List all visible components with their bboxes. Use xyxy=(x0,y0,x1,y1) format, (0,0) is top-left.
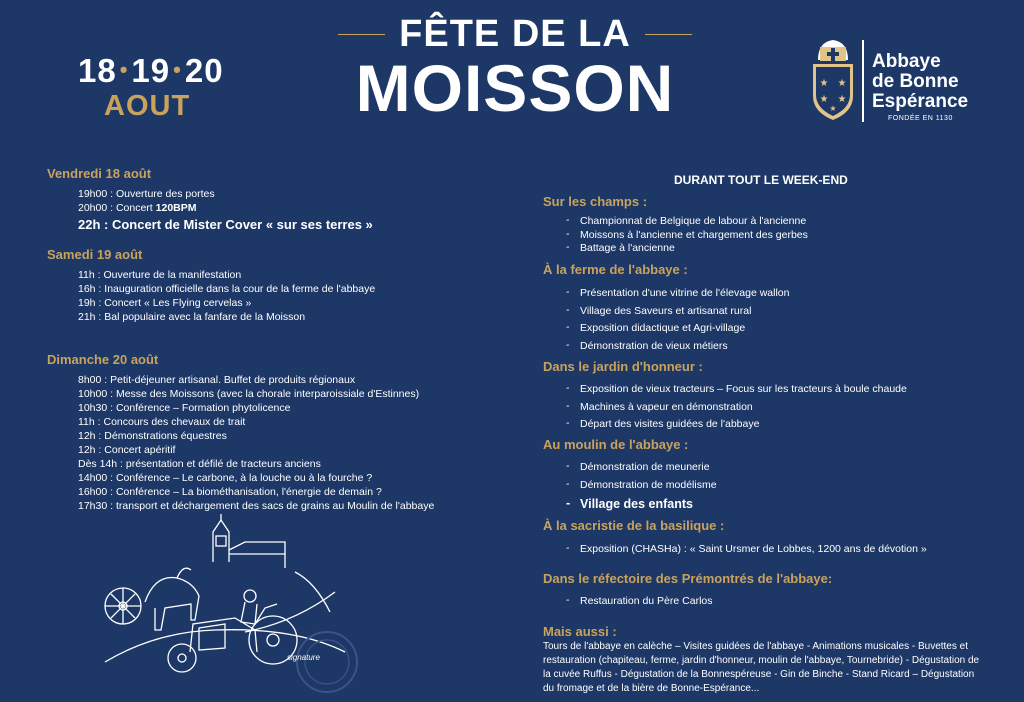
list-item: 19h00 : Ouverture des portes xyxy=(78,188,215,200)
svg-text:★: ★ xyxy=(829,104,837,113)
title-rule-left xyxy=(338,34,385,35)
list-item: - Battage à l'ancienne xyxy=(566,242,808,256)
ferme-heading: À la ferme de l'abbaye : xyxy=(543,262,688,277)
list-item: - Moissons à l'ancienne et chargement des gerbes xyxy=(566,229,808,243)
saturday-heading: Samedi 19 août xyxy=(47,247,143,262)
day-19: 19 xyxy=(131,52,171,89)
list-item: 16h00 : Conférence – La biométhanisation, l'énergie de demain ? xyxy=(78,486,382,498)
list-item: - Démonstration de modélisme xyxy=(566,477,717,495)
moulin-highlight: - Village des enfants xyxy=(566,494,717,514)
moulin-list xyxy=(566,459,717,514)
svg-text:★: ★ xyxy=(819,94,829,105)
champs-list xyxy=(566,215,808,256)
sacristie-list xyxy=(566,542,927,556)
list-item: 8h00 : Petit-déjeuner artisanal. Buffet de produits régionaux xyxy=(78,374,356,386)
list-item: Dès 14h : présentation et défilé de tracteurs anciens xyxy=(78,458,321,470)
logo-separator xyxy=(862,40,864,122)
list-item: - Exposition de vieux tracteurs – Focus sur les tracteurs à boule chaude xyxy=(566,381,907,399)
list-item: - Championnat de Belgique de labour à l'ancienne xyxy=(566,215,808,229)
logo-line3: Espérance xyxy=(872,91,969,112)
list-item: 19h : Concert « Les Flying cervelas » xyxy=(78,297,252,309)
sunday-heading: Dimanche 20 août xyxy=(47,352,159,367)
svg-text:signature: signature xyxy=(287,653,320,662)
list-item: - Machines à vapeur en démonstration xyxy=(566,399,907,417)
logo-founded: FONDÉE EN 1130 xyxy=(888,115,953,122)
title-rule-right xyxy=(645,34,692,35)
list-item: 10h00 : Messe des Moissons (avec la chorale interparoissiale d'Estinnes) xyxy=(78,388,420,400)
svg-text:★: ★ xyxy=(837,94,847,105)
logo-text xyxy=(872,52,968,112)
list-item: - Restauration du Père Carlos xyxy=(566,594,713,608)
list-item: - Présentation d'une vitrine de l'élevage wallon xyxy=(566,285,789,303)
tractor-church-illustration xyxy=(95,512,365,702)
list-item: 11h : Concours des chevaux de trait xyxy=(78,416,246,428)
aussi-text: Tours de l'abbaye en calèche – Visites guidées de l'abbaye - Animations musicales - Buvettes et restauration (chapiteau, ferme, jardin d'honneur, moulin de l'abbaye, Tournebride) - Dégustation de la cuvée Ruffus - Dégustation de la Bonnespéreuse - Gin de Binche - Stand Ricard – Dégustation du fromage et de la bière de Bonne-Espérance... xyxy=(543,641,980,694)
logo-line1: Abbaye xyxy=(872,51,941,72)
sacristie-heading: À la sacristie de la basilique : xyxy=(543,518,725,533)
list-item: - Démonstration de meunerie xyxy=(566,459,717,477)
ferme-list xyxy=(566,285,789,355)
title-line1: FÊTE DE LA xyxy=(399,12,631,55)
dot-separator: • xyxy=(119,57,129,82)
list-item: 14h00 : Conférence – Le carbone, à la louche ou à la fourche ? xyxy=(78,472,373,484)
friday-highlight: 22h : Concert de Mister Cover « sur ses terres » xyxy=(78,217,373,232)
list-item: 12h : Concert apéritif xyxy=(78,444,176,456)
refectoire-heading: Dans le réfectoire des Prémontrés de l'abbaye: xyxy=(543,571,833,586)
weekend-heading: DURANT TOUT LE WEEK-END xyxy=(674,173,848,187)
saturday-list xyxy=(78,268,375,324)
svg-text:★: ★ xyxy=(819,78,829,89)
day-20: 20 xyxy=(184,52,224,89)
jardin-list xyxy=(566,381,907,434)
champs-heading: Sur les champs : xyxy=(543,194,648,209)
svg-text:★: ★ xyxy=(837,78,847,89)
list-item: - Départ des visites guidées de l'abbaye xyxy=(566,416,907,434)
friday-list xyxy=(78,187,373,232)
list-item: - Village des Saveurs et artisanat rural xyxy=(566,303,789,321)
day-18: 18 xyxy=(78,52,117,89)
logo-line2: de Bonne xyxy=(872,71,959,92)
jardin-heading: Dans le jardin d'honneur : xyxy=(543,359,703,374)
title-line2: MOISSON xyxy=(355,51,675,125)
list-item: 12h : Démonstrations équestres xyxy=(78,430,227,442)
friday-heading: Vendredi 18 août xyxy=(47,166,152,181)
sunday-list xyxy=(78,373,434,513)
friday-item2-text: 20h00 : Concert xyxy=(78,202,156,214)
list-item: 16h : Inauguration officielle dans la cour de la ferme de l'abbaye xyxy=(78,283,376,295)
dot-separator: • xyxy=(173,57,182,82)
list-item xyxy=(78,201,373,215)
list-item: 11h : Ouverture de la manifestation xyxy=(78,269,242,281)
dates xyxy=(78,52,224,90)
friday-item2-bold: 120BPM xyxy=(155,202,197,214)
month: AOUT xyxy=(104,90,191,122)
list-item: 10h30 : Conférence – Formation phytolicence xyxy=(78,402,291,414)
list-item: - Exposition (CHASHa) : « Saint Ursmer de Lobbes, 1200 ans de dévotion » xyxy=(566,542,927,556)
list-item: - Démonstration de vieux métiers xyxy=(566,338,789,356)
aussi-heading: Mais aussi : xyxy=(543,624,617,639)
list-item: 17h30 : transport et déchargement des sacs de grains au Moulin de l'abbaye xyxy=(78,500,435,512)
refectoire-list xyxy=(566,594,713,608)
list-item: 21h : Bal populaire avec la fanfare de la Moisson xyxy=(78,311,306,323)
moulin-heading: Au moulin de l'abbaye : xyxy=(543,437,689,452)
list-item: - Exposition didactique et Agri-village xyxy=(566,320,789,338)
abbey-shield-logo xyxy=(810,38,856,122)
